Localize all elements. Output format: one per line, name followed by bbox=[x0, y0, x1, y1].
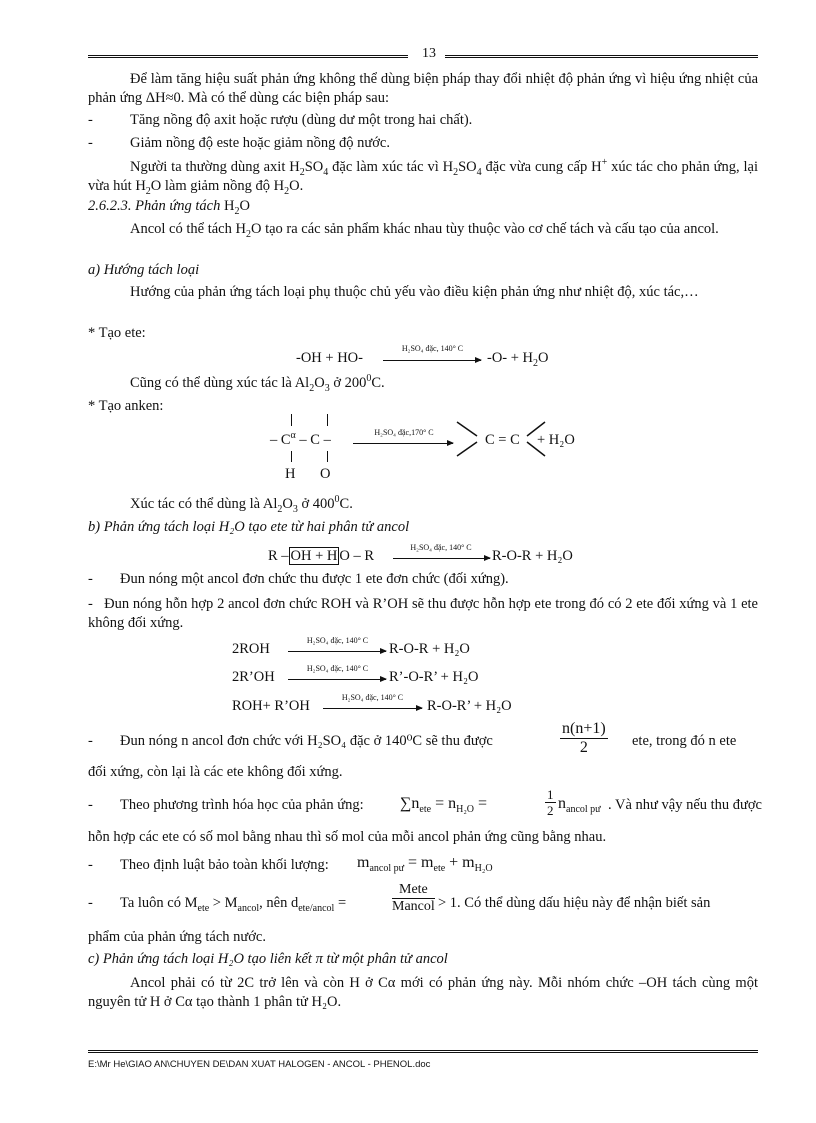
bullet-n-ancol-suffix: ete, trong đó n ete bbox=[632, 733, 737, 749]
bullet-dash: - bbox=[88, 733, 93, 749]
fraction-one-half: $\frac{1}{2}$ bbox=[547, 787, 554, 818]
eq1-arrow bbox=[383, 360, 481, 361]
bullet-density-suffix: > 1. Có thể dùng dấu hiệu này để nhận biết sản bbox=[438, 895, 711, 911]
label-tao-anken: * Tạo anken: bbox=[88, 398, 164, 414]
bullet-density-text: Ta luôn có $M_{ete} > M_{ancol}$, nên $d_{ete/ancol}$ = bbox=[120, 895, 347, 914]
paragraph-pi-bond: Ancol phải có từ 2C trở lên và còn H ở Cα mới có phản ứng này. Mỗi nhóm chức –OH tách cùng một nguyên tử H ở Cα tạo thành 1 phân tử H₂O. bbox=[88, 975, 758, 1010]
eq3-highlight-box: OH + H bbox=[290, 548, 338, 564]
bond-line bbox=[327, 414, 328, 426]
bullet-dash: - bbox=[88, 135, 93, 151]
header-rule-right bbox=[445, 55, 758, 58]
bullet-equation-cont: hỗn hợp các ete có số mol bằng nhau thì số mol của mỗi ancol phản ứng cũng bằng nhau. bbox=[88, 829, 607, 845]
bond-line bbox=[291, 414, 292, 426]
bond-line bbox=[327, 451, 328, 462]
bullet-equation-text: Theo phương trình hóa học của phản ứng: bbox=[120, 797, 364, 813]
eq5-right: R’-O-R’ + H₂O bbox=[389, 669, 479, 685]
mole-balance-eq: $\sum n_{ete} = n_{H_2O}$ = bbox=[400, 795, 488, 816]
eq4-right: R-O-R + H₂O bbox=[389, 641, 470, 657]
eq5-left: 2R’OH bbox=[232, 669, 275, 685]
eq6-condition: H₂SO₄ đặc, 140° C bbox=[341, 693, 404, 702]
bullet-two-ancol: - Đun nóng hỗn hợp 2 ancol đơn chức ROH và R’OH sẽ thu được hỗn hợp ete trong đó có 2 ete đối xứng và 1 ete không đối xứng. bbox=[88, 596, 758, 631]
eq3-arrow bbox=[393, 558, 490, 559]
bullet-dash: - bbox=[88, 571, 93, 587]
eq1-right: $-O- + H_2O$ bbox=[487, 350, 549, 369]
paragraph-catalyst: Người ta thường dùng axit $H_2SO_4$ đặc làm xúc tác vì $H_2SO_4$ đặc vừa cung cấp H+ xúc tác cho phản ứng, lại vừa hút $H_2O$ làm giảm nồng độ $H_2O$. bbox=[88, 157, 758, 197]
paragraph-al2o3-200: Cũng có thể dùng xúc tác là $Al_2O_3$ ở $200^0C$. bbox=[130, 373, 385, 394]
subsection-c: c) Phản ứng tách loại H₂O tạo liên kết π từ một phân tử ancol bbox=[88, 951, 448, 967]
mass-balance-eq: $m_{ancol pư} = m_{ete} + m_{H_2O}$ bbox=[357, 854, 493, 875]
eq6-left: ROH+ R’OH bbox=[232, 698, 310, 714]
bullet-dash: - bbox=[88, 797, 93, 813]
eq4-left: 2ROH bbox=[232, 641, 270, 657]
mole-balance-ancol: $n_{ancol pư}$ bbox=[558, 795, 601, 816]
eq2-arrow bbox=[353, 443, 453, 444]
eq2-water: + H₂O bbox=[537, 432, 575, 448]
bullet-n-ancol-cont: đối xứng, còn lại là các ete không đối xứng. bbox=[88, 764, 343, 780]
label-tao-ete: * Tạo ete: bbox=[88, 325, 146, 341]
bullet-dash: - bbox=[88, 857, 93, 873]
subsection-b: b) Phản ứng tách loại H₂O tạo ete từ hai phân tử ancol bbox=[88, 519, 410, 535]
header-rule-left bbox=[88, 55, 408, 58]
eq3-right: R-O-R + H₂O bbox=[492, 548, 573, 564]
bullet-density-cont: phẩm của phản ứng tách nước. bbox=[88, 929, 266, 945]
fraction-n-ete: $\frac{n(n+1)}{2}$ bbox=[562, 720, 606, 756]
bullet-one-ancol: Đun nóng một ancol đơn chức thu được 1 ete đơn chức (đối xứng). bbox=[120, 571, 509, 587]
eq4-condition: H₂SO₄ đặc, 140° C bbox=[306, 636, 369, 645]
bullet-mass-text: Theo định luật bảo toàn khối lượng: bbox=[120, 857, 329, 873]
paragraph-al2o3-400: Xúc tác có thể dùng là $Al_2O_3$ ở $400^0C$. bbox=[130, 494, 353, 515]
eq1-condition: H₂SO₄ đặc, 140° C bbox=[401, 344, 464, 353]
eq3-condition: H₂SO₄ đặc, 140° C bbox=[410, 543, 472, 552]
eq2-h-atom: H bbox=[285, 466, 296, 482]
bond-line bbox=[291, 451, 292, 462]
eq3-left: R – OH + H O – R bbox=[268, 548, 375, 564]
bullet-increase-concentration: Tăng nồng độ axit hoặc rượu (dùng dư một trong hai chất). bbox=[130, 112, 473, 128]
eq5-arrow bbox=[288, 679, 386, 680]
bullet-n-ancol-text: Đun nóng n ancol đơn chức với H₂SO₄ đặc ở 140⁰C sẽ thu được bbox=[120, 733, 493, 749]
eq2-chain: – $C^\alpha$ – C – bbox=[270, 430, 331, 448]
bullet-dash: - bbox=[88, 112, 93, 128]
bullet-equation-suffix: . Và như vậy nếu thu được bbox=[608, 797, 762, 813]
section-title: 2.6.2.3. Phản ứng tách $H_2O$ bbox=[88, 198, 250, 217]
footer-rule bbox=[88, 1050, 758, 1053]
footer-file-path: E:\Mr He\GIAO AN\CHUYEN DE\DAN XUAT HALOGEN - ANCOL - PHENOL.doc bbox=[88, 1059, 431, 1070]
eq6-arrow bbox=[323, 708, 422, 709]
bullet-decrease-concentration: Giảm nồng độ este hoặc giảm nồng độ nước. bbox=[130, 135, 390, 151]
fraction-density: Mete Mancol bbox=[392, 882, 435, 914]
eq5-condition: H₂SO₄ đặc, 140° C bbox=[306, 664, 369, 673]
eq1-left: -OH + HO- bbox=[296, 350, 363, 366]
page-number: 13 bbox=[422, 46, 436, 61]
paragraph-direction: Hướng của phản ứng tách loại phụ thuộc chủ yếu vào điều kiện phản ứng như nhiệt độ, xúc tác,… bbox=[130, 284, 699, 300]
eq2-condition: H₂SO₄ đặc,170° C bbox=[374, 428, 434, 437]
eq6-right: R-O-R’ + H₂O bbox=[427, 698, 512, 714]
subsection-a: a) Hướng tách loại bbox=[88, 262, 200, 278]
eq2-o-atom: O bbox=[320, 466, 331, 482]
paragraph-yield: Để làm tăng hiệu suất phản ứng không thể dùng biện pháp thay đổi nhiệt độ phản ứng vì hiệu ứng nhiệt của phản ứng ΔH≈0. Mà có thể dùng các biện pháp sau: bbox=[88, 71, 758, 106]
paragraph-ancol-tach: Ancol có thể tách $H_2O$ tạo ra các sản phẩm khác nhau tùy thuộc vào cơ chế tách và cấu tạo của ancol. bbox=[130, 221, 719, 240]
eq4-arrow bbox=[288, 651, 386, 652]
bullet-dash: - bbox=[88, 895, 93, 911]
eq2-alkene: C = C bbox=[485, 432, 520, 448]
